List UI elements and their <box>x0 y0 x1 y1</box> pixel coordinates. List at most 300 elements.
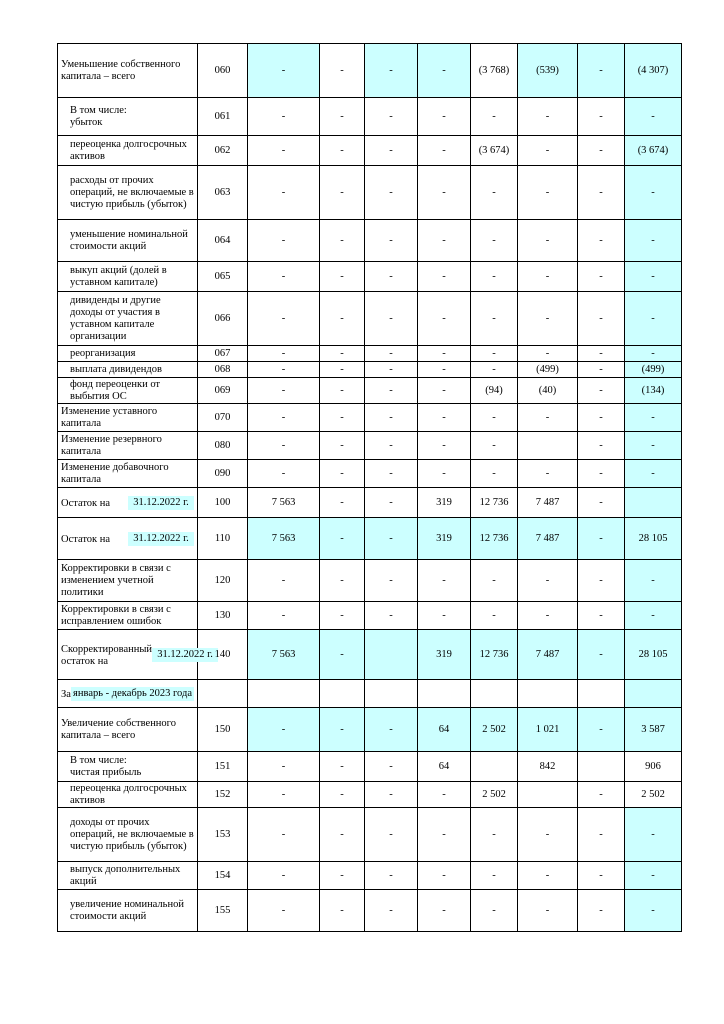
row-label-text: В том числе: убыток <box>70 104 127 128</box>
value-cell: (499) <box>518 362 578 378</box>
table-row <box>58 346 682 362</box>
value-cell: 12 736 <box>471 518 518 560</box>
value-cell: - <box>248 292 320 346</box>
value-cell: - <box>471 808 518 862</box>
value-cell: 319 <box>418 488 471 518</box>
table-row <box>58 560 682 602</box>
row-label <box>58 166 198 220</box>
value-cell: - <box>518 602 578 630</box>
value-cell: - <box>320 890 365 932</box>
value-cell: - <box>471 560 518 602</box>
value-cell: 2 502 <box>471 708 518 752</box>
value-cell: - <box>248 98 320 136</box>
value-cell: - <box>320 44 365 98</box>
value-cell: - <box>518 98 578 136</box>
value-cell: - <box>365 378 418 404</box>
value-cell <box>625 488 682 518</box>
value-cell: - <box>418 432 471 460</box>
value-cell: - <box>365 518 418 560</box>
value-cell: - <box>471 460 518 488</box>
value-cell: - <box>578 98 625 136</box>
value-cell <box>518 432 578 460</box>
row-label <box>58 404 198 432</box>
row-date: январь - декабрь 2023 года <box>73 687 192 699</box>
value-cell: - <box>365 98 418 136</box>
value-cell: - <box>625 404 682 432</box>
value-cell: - <box>578 560 625 602</box>
row-label <box>58 432 198 460</box>
value-cell: - <box>320 166 365 220</box>
value-cell: - <box>418 362 471 378</box>
value-cell: - <box>365 808 418 862</box>
value-cell: - <box>625 262 682 292</box>
table-row <box>58 220 682 262</box>
value-cell: 28 105 <box>625 630 682 680</box>
table-row <box>58 708 682 752</box>
row-code: 070 <box>198 404 248 432</box>
value-cell <box>471 680 518 708</box>
value-cell: - <box>418 862 471 890</box>
value-cell: - <box>248 432 320 460</box>
row-code: 153 <box>198 808 248 862</box>
row-label <box>58 630 213 680</box>
value-cell: 7 487 <box>518 630 578 680</box>
value-cell: - <box>625 460 682 488</box>
value-cell: - <box>320 862 365 890</box>
value-cell <box>471 752 518 782</box>
value-cell: 64 <box>418 708 471 752</box>
value-cell: - <box>248 602 320 630</box>
value-cell: - <box>365 292 418 346</box>
row-date: 31.12.2022 г. <box>152 648 218 662</box>
value-cell: - <box>418 378 471 404</box>
row-label-text: Увеличение собственного капитала – всего <box>61 717 176 741</box>
table-row <box>58 460 682 488</box>
value-cell: - <box>578 890 625 932</box>
row-code: 090 <box>198 460 248 488</box>
row-code: 120 <box>198 560 248 602</box>
row-label <box>58 560 198 602</box>
value-cell: - <box>518 890 578 932</box>
value-cell: - <box>248 460 320 488</box>
row-code: 152 <box>198 782 248 808</box>
value-cell: - <box>248 378 320 404</box>
table-row <box>58 378 682 404</box>
value-cell: - <box>320 752 365 782</box>
row-label-text: выпуск дополнительных акций <box>70 863 181 887</box>
value-cell: - <box>365 166 418 220</box>
row-label-text: реорганизация <box>70 347 136 359</box>
row-code: 140 <box>198 630 248 680</box>
row-label-text: переоценка долгосрочных активов <box>70 782 187 806</box>
table-row <box>58 432 682 460</box>
value-cell <box>578 680 625 708</box>
value-cell: - <box>418 292 471 346</box>
value-cell: - <box>518 136 578 166</box>
value-cell: - <box>320 432 365 460</box>
value-cell: 319 <box>418 630 471 680</box>
value-cell: - <box>625 862 682 890</box>
value-cell: - <box>248 862 320 890</box>
value-cell: - <box>625 432 682 460</box>
table-row <box>58 136 682 166</box>
value-cell: - <box>365 44 418 98</box>
value-cell: - <box>418 460 471 488</box>
value-cell: - <box>471 432 518 460</box>
value-cell: - <box>365 890 418 932</box>
row-label-text: уменьшение номинальной стоимости акций <box>70 228 188 252</box>
value-cell: - <box>518 808 578 862</box>
value-cell: 12 736 <box>471 488 518 518</box>
value-cell: - <box>248 220 320 262</box>
value-cell: - <box>418 890 471 932</box>
value-cell: - <box>365 404 418 432</box>
row-label-text: Остаток на <box>61 533 111 545</box>
value-cell: 12 736 <box>471 630 518 680</box>
value-cell: 7 487 <box>518 488 578 518</box>
value-cell: - <box>578 782 625 808</box>
table-row <box>58 782 682 808</box>
value-cell: - <box>578 808 625 862</box>
value-cell: 2 502 <box>471 782 518 808</box>
table-row <box>58 630 682 680</box>
value-cell: - <box>578 862 625 890</box>
value-cell: - <box>471 404 518 432</box>
value-cell: - <box>320 404 365 432</box>
row-label-text: Уменьшение собственного капитала – всего <box>61 58 181 82</box>
value-cell: (3 768) <box>471 44 518 98</box>
row-label-text: Корректировки в связи с изменением учетной политики <box>61 562 171 598</box>
row-label <box>58 362 198 378</box>
equity-changes-table <box>57 43 682 932</box>
value-cell: - <box>418 136 471 166</box>
value-cell: - <box>320 362 365 378</box>
value-cell: - <box>365 220 418 262</box>
row-label <box>58 136 198 166</box>
value-cell: - <box>248 262 320 292</box>
row-label-text: дивиденды и другие доходы от участия в уставном капитале организации <box>70 294 161 342</box>
row-code: 061 <box>198 98 248 136</box>
row-label-text: За <box>61 688 71 700</box>
value-cell: - <box>365 602 418 630</box>
value-cell: - <box>518 404 578 432</box>
value-cell: - <box>471 292 518 346</box>
value-cell: - <box>320 602 365 630</box>
value-cell: - <box>578 432 625 460</box>
value-cell: - <box>248 808 320 862</box>
row-label-text: фонд переоценки от выбытия ОС <box>70 378 161 402</box>
value-cell: 842 <box>518 752 578 782</box>
value-cell: - <box>365 136 418 166</box>
value-cell <box>365 630 418 680</box>
value-cell: - <box>248 346 320 362</box>
value-cell: - <box>320 262 365 292</box>
value-cell: - <box>248 708 320 752</box>
value-cell: - <box>578 630 625 680</box>
value-cell: 1 021 <box>518 708 578 752</box>
value-cell: 7 563 <box>248 630 320 680</box>
value-cell <box>578 752 625 782</box>
value-cell: - <box>471 346 518 362</box>
row-label <box>58 782 198 808</box>
table-row <box>58 488 682 518</box>
row-label <box>58 808 198 862</box>
value-cell: (499) <box>625 362 682 378</box>
row-code: 069 <box>198 378 248 404</box>
row-code <box>198 680 248 708</box>
value-cell: - <box>578 346 625 362</box>
value-cell: 7 563 <box>248 488 320 518</box>
row-code: 154 <box>198 862 248 890</box>
value-cell: - <box>320 808 365 862</box>
value-cell: - <box>365 346 418 362</box>
table-row <box>58 862 682 890</box>
value-cell: - <box>578 44 625 98</box>
table-row <box>58 752 682 782</box>
row-label <box>58 602 198 630</box>
value-cell: - <box>248 136 320 166</box>
value-cell: - <box>578 262 625 292</box>
value-cell: - <box>518 166 578 220</box>
row-code: 065 <box>198 262 248 292</box>
value-cell: - <box>365 782 418 808</box>
value-cell: - <box>365 262 418 292</box>
row-label-text: доходы от прочих операций, не включаемые в чистую прибыль (убыток) <box>70 816 194 852</box>
row-label-text: выкуп акций (долей в уставном капитале) <box>70 264 167 288</box>
value-cell: - <box>471 890 518 932</box>
row-date: 31.12.2022 г. <box>128 496 194 510</box>
value-cell: - <box>320 346 365 362</box>
row-code: 063 <box>198 166 248 220</box>
value-cell: (94) <box>471 378 518 404</box>
value-cell: - <box>418 262 471 292</box>
row-code: 150 <box>198 708 248 752</box>
value-cell: - <box>320 518 365 560</box>
value-cell: - <box>320 220 365 262</box>
table-row <box>58 362 682 378</box>
row-label <box>58 460 198 488</box>
value-cell: - <box>248 404 320 432</box>
table-row <box>58 602 682 630</box>
value-cell: - <box>248 362 320 378</box>
value-cell: - <box>578 518 625 560</box>
value-cell: (539) <box>518 44 578 98</box>
value-cell: - <box>365 708 418 752</box>
value-cell: - <box>418 602 471 630</box>
value-cell: - <box>625 560 682 602</box>
row-label-text: В том числе: чистая прибыль <box>70 754 142 778</box>
row-label <box>58 98 198 136</box>
row-label <box>58 680 198 708</box>
table-row <box>58 404 682 432</box>
value-cell: - <box>625 808 682 862</box>
row-label-text: переоценка долгосрочных активов <box>70 138 187 162</box>
value-cell: 319 <box>418 518 471 560</box>
value-cell: - <box>320 630 365 680</box>
value-cell: - <box>471 98 518 136</box>
table-row <box>58 680 682 708</box>
value-cell <box>625 680 682 708</box>
row-label <box>58 378 198 404</box>
value-cell <box>518 680 578 708</box>
value-cell: - <box>625 890 682 932</box>
value-cell: - <box>365 862 418 890</box>
value-cell: 2 502 <box>625 782 682 808</box>
value-cell: - <box>320 292 365 346</box>
row-label-text: Корректировки в связи с исправлением ошибок <box>61 603 171 627</box>
value-cell: - <box>418 346 471 362</box>
row-code: 080 <box>198 432 248 460</box>
value-cell: - <box>418 782 471 808</box>
table-row <box>58 890 682 932</box>
row-code: 068 <box>198 362 248 378</box>
row-code: 062 <box>198 136 248 166</box>
row-code: 155 <box>198 890 248 932</box>
value-cell: - <box>518 560 578 602</box>
value-cell: (3 674) <box>471 136 518 166</box>
value-cell: - <box>578 220 625 262</box>
value-cell: 7 487 <box>518 518 578 560</box>
value-cell: - <box>578 378 625 404</box>
value-cell: - <box>518 292 578 346</box>
value-cell: - <box>518 262 578 292</box>
value-cell: - <box>418 808 471 862</box>
value-cell: - <box>418 560 471 602</box>
row-code: 060 <box>198 44 248 98</box>
value-cell: (3 674) <box>625 136 682 166</box>
value-cell: - <box>248 44 320 98</box>
value-cell: - <box>248 890 320 932</box>
value-cell: - <box>518 346 578 362</box>
value-cell: - <box>471 862 518 890</box>
row-code: 067 <box>198 346 248 362</box>
value-cell: - <box>578 136 625 166</box>
value-cell: - <box>578 488 625 518</box>
value-cell: - <box>625 602 682 630</box>
value-cell: - <box>320 708 365 752</box>
row-label-text: Изменение резервного капитала <box>61 433 162 457</box>
value-cell: - <box>365 752 418 782</box>
row-code: 151 <box>198 752 248 782</box>
row-label-text: Изменение добавочного капитала <box>61 461 169 485</box>
row-label <box>58 708 198 752</box>
value-cell: - <box>365 432 418 460</box>
value-cell: - <box>625 220 682 262</box>
value-cell: - <box>365 362 418 378</box>
row-label <box>58 262 198 292</box>
value-cell <box>320 680 365 708</box>
table-row <box>58 808 682 862</box>
table-row <box>58 44 682 98</box>
row-label <box>58 292 198 346</box>
value-cell: - <box>471 220 518 262</box>
value-cell: 64 <box>418 752 471 782</box>
value-cell: - <box>418 98 471 136</box>
value-cell: 7 563 <box>248 518 320 560</box>
row-label <box>58 518 198 560</box>
value-cell: 28 105 <box>625 518 682 560</box>
value-cell: - <box>418 404 471 432</box>
value-cell: - <box>578 602 625 630</box>
row-label-text: Скорректированный остаток на <box>61 643 153 667</box>
value-cell: - <box>248 166 320 220</box>
value-cell: - <box>625 292 682 346</box>
value-cell: - <box>365 488 418 518</box>
row-label <box>58 862 198 890</box>
value-cell <box>365 680 418 708</box>
value-cell: - <box>471 262 518 292</box>
value-cell: - <box>471 362 518 378</box>
row-code: 100 <box>198 488 248 518</box>
value-cell <box>518 782 578 808</box>
row-label-text: Изменение уставного капитала <box>61 405 158 429</box>
value-cell: (4 307) <box>625 44 682 98</box>
value-cell: - <box>418 220 471 262</box>
value-cell: - <box>320 782 365 808</box>
row-code: 064 <box>198 220 248 262</box>
row-label <box>58 220 198 262</box>
value-cell: 906 <box>625 752 682 782</box>
value-cell: - <box>518 862 578 890</box>
value-cell: - <box>625 166 682 220</box>
value-cell: - <box>418 44 471 98</box>
value-cell: - <box>471 166 518 220</box>
value-cell: - <box>320 460 365 488</box>
value-cell: - <box>320 378 365 404</box>
row-label <box>58 890 198 932</box>
row-label-text: увеличение номинальной стоимости акций <box>70 898 184 922</box>
row-label <box>58 752 198 782</box>
value-cell: 3 587 <box>625 708 682 752</box>
row-label-text: расходы от прочих операций, не включаемые в чистую прибыль (убыток) <box>70 174 194 210</box>
table-row <box>58 98 682 136</box>
value-cell: - <box>320 98 365 136</box>
value-cell: - <box>625 346 682 362</box>
value-cell: - <box>365 560 418 602</box>
value-cell: - <box>578 460 625 488</box>
table-row <box>58 292 682 346</box>
row-code: 130 <box>198 602 248 630</box>
row-label <box>58 488 198 518</box>
value-cell: - <box>518 460 578 488</box>
value-cell: - <box>518 220 578 262</box>
row-code: 110 <box>198 518 248 560</box>
value-cell: - <box>625 98 682 136</box>
row-label-text: выплата дивидендов <box>70 363 162 375</box>
row-label-text: Остаток на <box>61 497 111 509</box>
value-cell <box>418 680 471 708</box>
value-cell: - <box>248 782 320 808</box>
value-cell: - <box>248 560 320 602</box>
value-cell: - <box>578 292 625 346</box>
value-cell: - <box>578 708 625 752</box>
row-code: 066 <box>198 292 248 346</box>
row-label <box>58 346 198 362</box>
value-cell: - <box>471 602 518 630</box>
value-cell: (134) <box>625 378 682 404</box>
value-cell: - <box>320 488 365 518</box>
value-cell: - <box>248 752 320 782</box>
table-row <box>58 518 682 560</box>
value-cell: (40) <box>518 378 578 404</box>
row-label <box>58 44 198 98</box>
value-cell: - <box>418 166 471 220</box>
value-cell: - <box>578 404 625 432</box>
table-row <box>58 166 682 220</box>
value-cell: - <box>365 460 418 488</box>
value-cell: - <box>578 362 625 378</box>
value-cell: - <box>320 136 365 166</box>
